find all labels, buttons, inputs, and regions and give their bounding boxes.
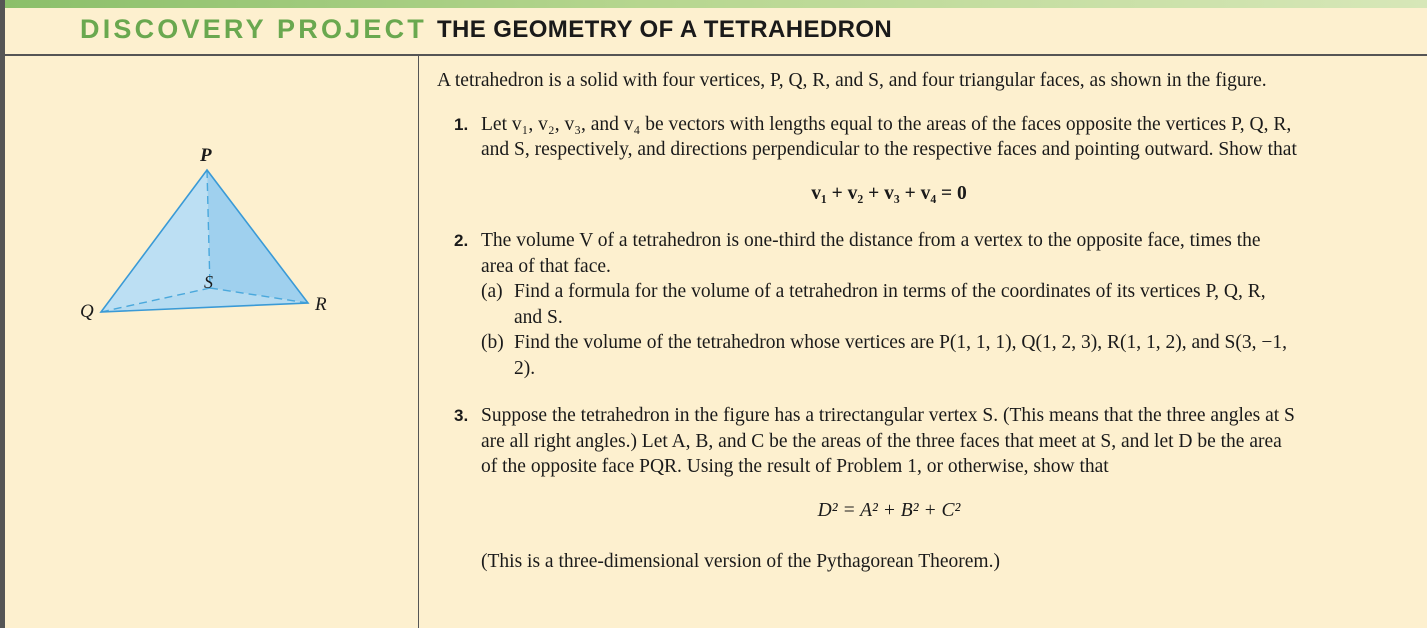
problem-2-number: 2. (454, 231, 469, 250)
section-label: DISCOVERY PROJECT (80, 14, 427, 44)
problem-1-equation: v₁ + v₂ + v₃ + v₄ = 0 (811, 182, 967, 204)
vertex-p-label: P (200, 145, 212, 166)
tetrahedron-figure (60, 130, 360, 330)
problem-3 (437, 403, 1297, 480)
project-content (437, 68, 1297, 575)
problem-1-number: 1. (454, 114, 469, 134)
problem-2b (481, 330, 1297, 381)
problem-1 (437, 112, 1297, 163)
problem-1-text: Let v₁, v₂, v₃, and v₄ be vectors with lengths equal to the areas of the faces opposite the vertices P, Q, R, and S, respectively, and directions perpendicular to the respective faces and pointing outward. Show that (481, 113, 1297, 160)
intro-paragraph: A tetrahedron is a solid with four vertices, P, Q, R, and S, and four triangular faces, as shown in the figure. (437, 70, 1267, 91)
problem-2a (481, 279, 1297, 330)
problem-3-equation: D² = A² + B² + C² (817, 499, 961, 521)
header (5, 8, 1427, 56)
vertex-q-label: Q (80, 301, 94, 322)
problem-3-text: Suppose the tetrahedron in the figure has a trirectangular vertex S. (This means that the three angles at S are all right angles.) Let A, B, and C be the areas of the three faces that meet at S, and let D be the area of the opposite face PQR. Using the result of Problem 1, or otherwise, show that (481, 405, 1295, 477)
page-title: THE GEOMETRY OF A TETRAHEDRON (437, 16, 893, 43)
problem-2-text: The volume V of a tetrahedron is one-third the distance from a vertex to the opposite face, times the area of that face. (481, 230, 1261, 277)
tetrahedron-diagram (60, 130, 360, 330)
left-border (0, 0, 5, 628)
problem-2a-text: Find a formula for the volume of a tetrahedron in terms of the coordinates of its vertices P, Q, R, and S. (514, 281, 1266, 328)
problem-2 (437, 228, 1297, 381)
problem-2b-label: (b) (481, 332, 504, 353)
problem-2b-text: Find the volume of the tetrahedron whose vertices are P(1, 1, 1), Q(1, 2, 3), R(1, 1, 2), and S(3, −1, 2). (514, 332, 1287, 379)
vertex-r-label: R (315, 294, 327, 315)
column-divider (418, 56, 419, 628)
top-color-band (5, 0, 1427, 8)
problem-2a-label: (a) (481, 281, 503, 302)
problem-3-note: (This is a three-dimensional version of the Pythagorean Theorem.) (481, 551, 1000, 572)
vertex-s-label: S (204, 272, 213, 292)
problem-3-number: 3. (454, 406, 469, 425)
